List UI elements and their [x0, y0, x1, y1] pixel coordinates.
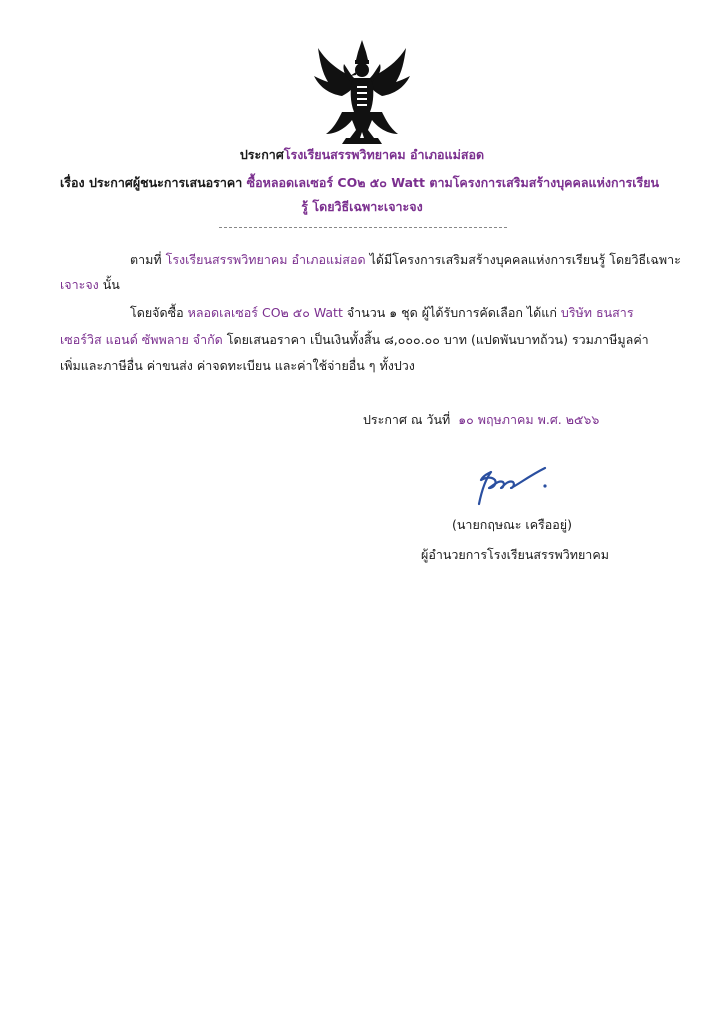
signatory-position: ผู้อำนวยการโรงเรียนสรรพวิทยาคม [421, 547, 609, 562]
subject-item-continued: รู้ โดยวิธีเฉพาะเจาะจง [301, 199, 423, 214]
paragraph-1 [130, 252, 681, 268]
title-prefix: ประกาศ [239, 147, 284, 162]
p1-cont: เจาะจง [60, 277, 99, 292]
announce-date-line [363, 412, 599, 428]
p2-vendor-cont: เซอร์วิส แอนด์ ซัพพลาย จำกัด [60, 332, 223, 347]
paragraph-1-cont [60, 277, 120, 293]
p1-end: นั้น [102, 277, 120, 292]
separator-line [219, 227, 507, 228]
announcement-title [0, 147, 724, 163]
subject-prefix: เรื่อง ประกาศผู้ชนะการเสนอราคา [60, 175, 243, 190]
p2-prefix: โดยจัดซื้อ [130, 305, 184, 320]
p1-mid: ได้มีโครงการเสริมสร้างบุคคลแห่งการเรียนรู้ โดยวิธีเฉพาะ [369, 252, 681, 267]
subject-item: ซื้อหลอดเลเซอร์ CO๒ ๕๐ Watt ตามโครงการเสริมสร้างบุคคลแห่งการเรียน [246, 175, 660, 190]
p2-vendor: บริษัท ธนสาร [560, 305, 634, 320]
p2-qty: จำนวน ๑ ชุด ผู้ได้รับการคัดเลือก ได้แก่ [346, 305, 557, 320]
subject-line [60, 175, 659, 191]
paragraph-2 [130, 305, 634, 321]
title-org: โรงเรียนสรรพวิทยาคม อำเภอแม่สอด [283, 147, 485, 162]
garuda-emblem [312, 38, 412, 146]
p1-prefix: ตามที่ [130, 252, 162, 267]
p2-item: หลอดเลเซอร์ CO๒ ๕๐ Watt [187, 305, 343, 320]
paragraph-2-line-2 [60, 332, 649, 348]
announce-prefix: ประกาศ ณ วันที่ [363, 412, 451, 427]
p2-price: โดยเสนอราคา เป็นเงินทั้งสิ้น ๘,๐๐๐.๐๐ บาท (แปดพันบาทถ้วน) รวมภาษีมูลค่า [226, 332, 649, 347]
signatory-name: (นายกฤษณะ เครืออยู่) [452, 517, 572, 532]
signature-image [465, 460, 555, 508]
paragraph-2-line-3: เพิ่มและภาษีอื่น ค่าขนส่ง ค่าจดทะเบียน และค่าใช้จ่ายอื่น ๆ ทั้งปวง [60, 358, 415, 373]
announce-date: ๑๐ พฤษภาคม พ.ศ. ๒๕๖๖ [458, 412, 600, 427]
p1-org: โรงเรียนสรรพวิทยาคม อำเภอแม่สอด [165, 252, 366, 267]
